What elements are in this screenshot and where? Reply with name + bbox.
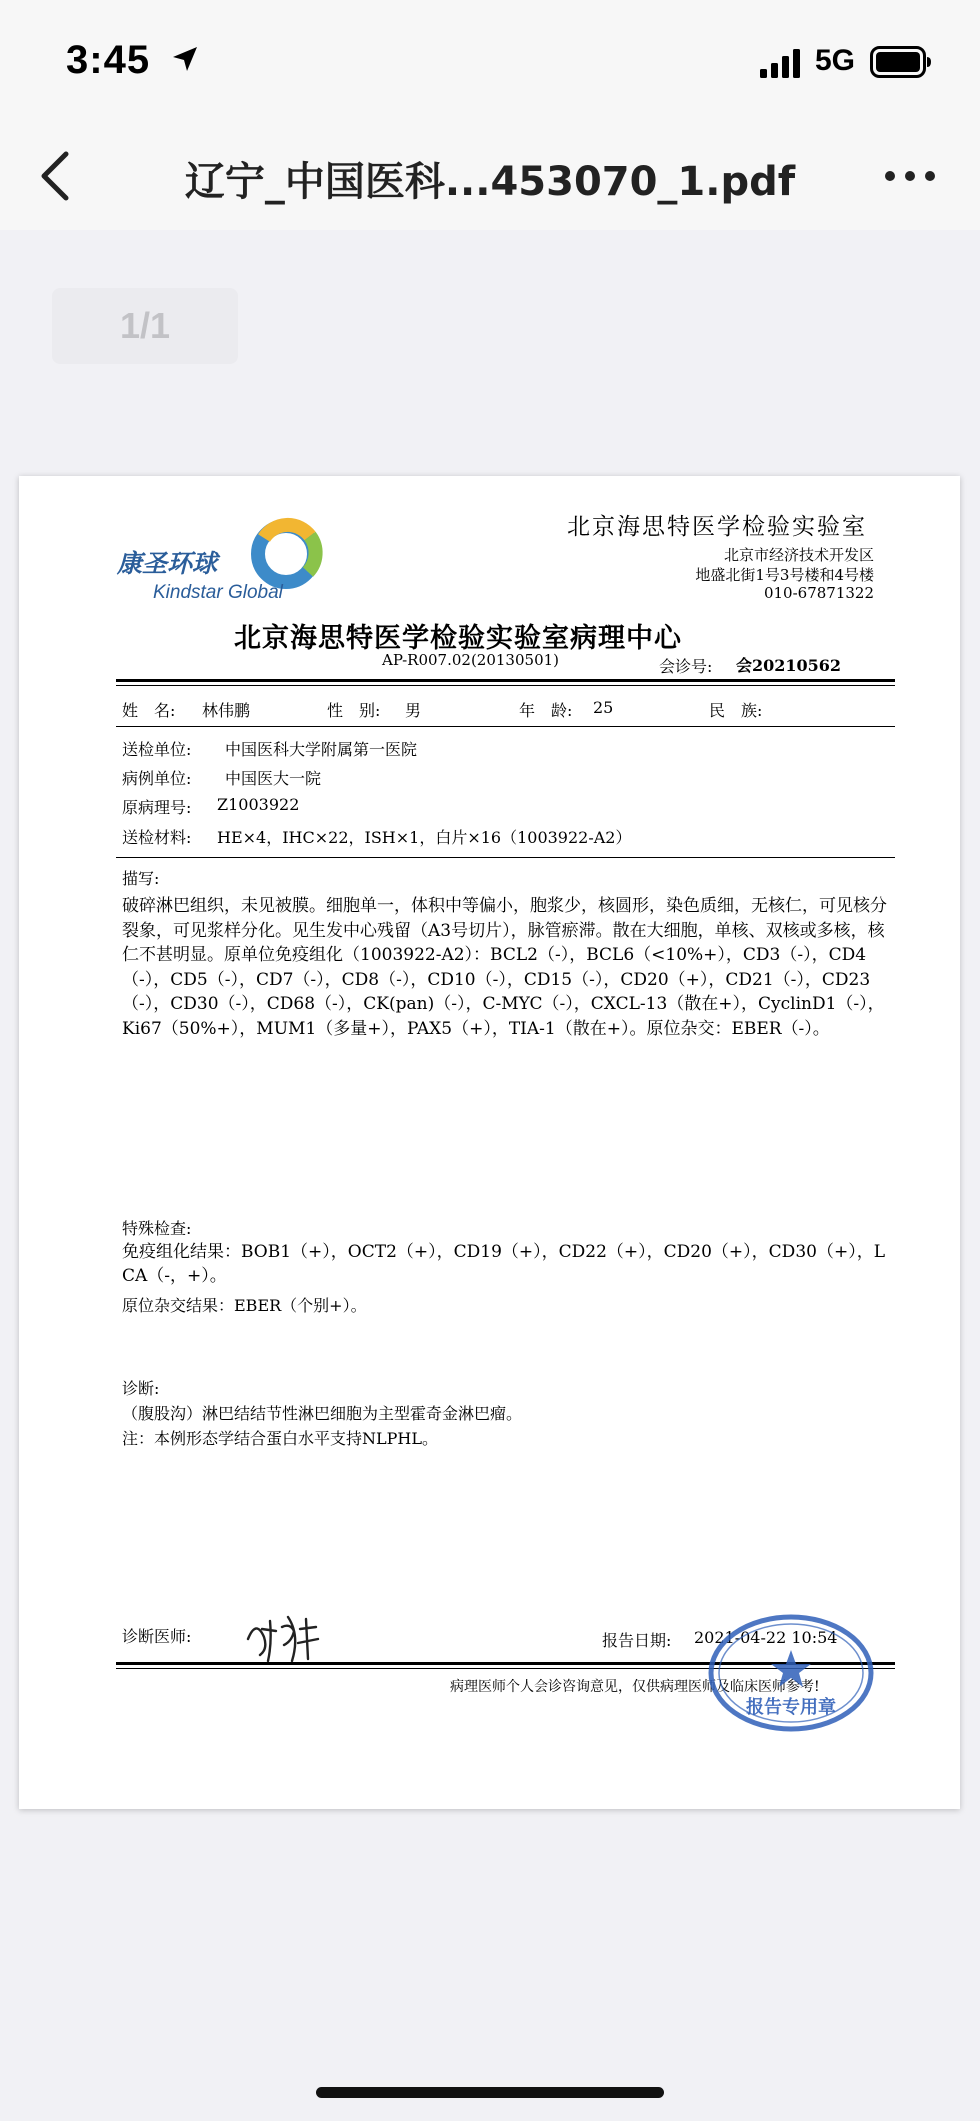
sex-label: 性 别:	[327, 701, 381, 720]
diagnosis-note: 注：本例形态学结合蛋白水平支持NLPHL。	[122, 1429, 438, 1448]
battery-icon	[870, 46, 932, 78]
address-line-2: 地盛北街1号3号楼和4号楼	[695, 566, 874, 584]
patient-name: 林伟鹏	[202, 701, 251, 720]
patient-sex: 男	[405, 701, 422, 720]
pathology-number-label: 原病理号:	[122, 798, 192, 817]
submitting-unit-label: 送检单位:	[122, 740, 192, 759]
description-text: 破碎淋巴组织，未见被膜。细胞单一，体积中等偏小，胞浆少，核圆形，染色质细，无核仁，可见核分裂象，可见浆样分化。见生发中心残留（A3号切片），脉管瘀滞。散在大细胞，单核、双核或多核，核仁不甚明显。原单位免疫组化（1003922-A2）：BCL2（-），BCL6（<10%+），CD3（-），CD4（-），CD5（-），CD7（-），CD8（-），CD10（-），CD15（-），CD20（+），CD21（-），CD23（-），CD30（-），CD68（-），CK(pan)（-），C-MYC（-），CXCL-13（散在+），CyclinD1（-），Ki67（50%+），MUM1（多量+），PAX5（+），TIA-1（散在+）。原位杂交：EBER（-）。	[122, 896, 887, 1039]
official-seal-stamp	[706, 1612, 876, 1734]
cellular-signal-icon	[760, 48, 804, 78]
ish-results: 原位杂交结果：EBER（个别+）。	[122, 1296, 367, 1315]
divider	[116, 726, 895, 727]
home-indicator[interactable]	[316, 2087, 664, 2098]
divider	[116, 679, 895, 682]
patient-age: 25	[593, 698, 614, 717]
more-options-icon[interactable]	[882, 168, 938, 184]
logo-chinese-name: 康圣环球	[117, 549, 218, 578]
doctor-label: 诊断医师:	[122, 1627, 192, 1646]
divider	[116, 857, 895, 858]
material: HE×4，IHC×22，ISH×1，白片×16（1003922-A2）	[217, 828, 632, 847]
special-exam-label: 特殊检查:	[122, 1219, 192, 1238]
navigation-bar	[0, 120, 980, 230]
report-date: 2021-04-22 10:54	[694, 1628, 838, 1647]
doctor-signature	[242, 1609, 322, 1667]
divider	[116, 685, 895, 686]
case-unit-label: 病例单位:	[122, 769, 192, 788]
clock: 3:45	[66, 38, 151, 82]
logo-english-name: Kindstar Global	[153, 582, 283, 603]
name-label: 姓 名:	[122, 701, 176, 720]
case-unit: 中国医大一院	[225, 769, 322, 788]
phone-number: 010-67871322	[763, 584, 874, 602]
form-code: AP-R007.02(20130501)	[382, 651, 560, 669]
pathology-number: Z1003922	[217, 795, 300, 814]
consult-number-label: 会诊号:	[659, 657, 713, 676]
consult-number: 会20210562	[736, 656, 842, 675]
age-label: 年 龄:	[519, 701, 573, 720]
ihc-results: 免疫组化结果：BOB1（+），OCT2（+），CD19（+），CD22（+），CD20（+），CD30（+），LCA（-，+）。	[122, 1242, 885, 1286]
report-date-label: 报告日期:	[602, 1631, 672, 1650]
location-arrow-icon	[170, 44, 200, 74]
diagnosis-text: （腹股沟）淋巴结结节性淋巴细胞为主型霍奇金淋巴瘤。	[122, 1404, 523, 1423]
stamp-text: 报告专用章	[746, 1697, 836, 1718]
material-label: 送检材料:	[122, 828, 192, 847]
page-indicator: 1/1	[52, 288, 238, 364]
address-line-1: 北京市经济技术开发区	[723, 546, 874, 564]
ethnicity-label: 民 族:	[709, 701, 763, 720]
submitting-unit: 中国医科大学附属第一医院	[225, 740, 418, 759]
description-label: 描写:	[122, 869, 160, 888]
network-type: 5G	[815, 44, 856, 77]
footer-disclaimer: 病理医师个人会诊咨询意见，仅供病理医师及临床医师参考!	[450, 1679, 820, 1695]
diagnosis-label: 诊断:	[122, 1379, 160, 1398]
pdf-page	[19, 476, 960, 1809]
lab-name: 北京海思特医学检验实验室	[567, 514, 867, 540]
status-bar	[0, 0, 980, 120]
document-title: 辽宁_中国医科...453070_1.pdf	[184, 159, 796, 205]
back-chevron-icon[interactable]	[36, 150, 76, 202]
report-title: 北京海思特医学检验实验室病理中心	[234, 623, 682, 654]
